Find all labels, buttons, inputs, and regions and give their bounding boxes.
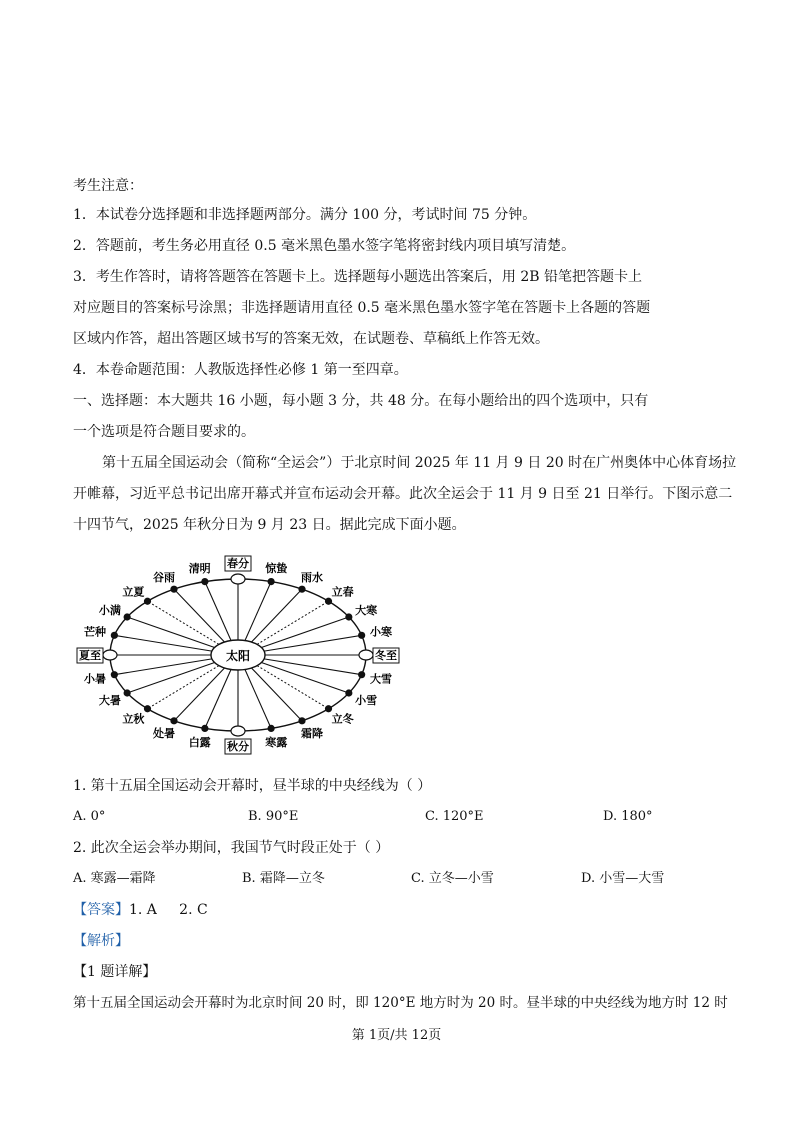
detail-label: 【1 题详解】 xyxy=(73,964,157,980)
solar-term-label: 夏至 xyxy=(79,649,101,662)
earth-position-dot xyxy=(124,613,131,620)
spoke-line xyxy=(174,589,225,642)
solar-term-label: 小暑 xyxy=(84,672,107,686)
section-heading-cont: 一个选项是符合题目要求的。 xyxy=(73,424,255,440)
passage-line: 第十五届全国运动会（简称“全运会”）于北京时间 2025 年 11 月 9 日 20 时在广州奥体中心体育场拉 xyxy=(102,455,737,471)
earth-position-dot xyxy=(144,598,151,605)
earth-position-dot xyxy=(268,725,275,732)
answer-label: 【答案】 xyxy=(73,902,129,918)
solar-term-label: 清明 xyxy=(188,562,211,576)
spoke-line xyxy=(264,659,362,675)
spoke-line xyxy=(114,635,212,651)
solar-term-label: 立秋 xyxy=(122,712,145,726)
spoke-line xyxy=(245,582,271,641)
earth-position-dot xyxy=(124,689,131,696)
solar-term-label: 寒露 xyxy=(265,735,288,749)
solar-term-label: 小满 xyxy=(98,604,121,617)
spoke-line xyxy=(205,582,231,641)
analysis-label: 【解析】 xyxy=(73,933,129,949)
notice-item: 对应题目的答案标号涂黑；非选择题请用直径 0.5 毫米黑色墨水签字笔在答题卡上各题的答题 xyxy=(73,300,651,316)
question-2-option-c: C. 立冬—小雪 xyxy=(411,871,494,886)
solar-term-label: 大雪 xyxy=(369,672,392,686)
solar-term-label: 大暑 xyxy=(98,694,121,707)
sun-label: 太阳 xyxy=(225,649,251,663)
solar-term-label: 小寒 xyxy=(369,625,392,639)
spoke-line xyxy=(257,666,328,709)
answer-text: 1. A 2. C xyxy=(129,902,208,918)
earth-position-dot xyxy=(359,650,373,660)
passage-line: 十四节气，2025 年秋分日为 9 月 23 日。据此完成下面小题。 xyxy=(73,517,466,533)
detail-text: 第十五届全国运动会开幕时为北京时间 20 时，即 120°E 地方时为 20 时。昼半球的中央经线为地方时 12 时 xyxy=(73,995,728,1011)
solar-terms-diagram xyxy=(70,550,420,760)
question-2-option-b: B. 霜降—立冬 xyxy=(242,871,325,886)
earth-position-dot xyxy=(201,725,208,732)
question-1-option-c: C. 120°E xyxy=(425,809,484,824)
earth-position-dot xyxy=(298,717,305,724)
spoke-line xyxy=(147,601,218,644)
earth-position-dot xyxy=(170,586,177,593)
answer-line xyxy=(73,900,208,920)
spoke-line xyxy=(264,635,362,651)
earth-position-dot xyxy=(111,671,118,678)
passage-line: 开帷幕，习近平总书记出席开幕式并宣布运动会开幕。此次全运会于 11 月 9 日至 21 日举行。下图示意二 xyxy=(73,486,733,502)
earth-position-dot xyxy=(201,578,208,585)
spoke-line xyxy=(257,601,328,644)
spoke-line xyxy=(127,617,214,648)
spoke-line xyxy=(114,659,212,675)
spoke-line xyxy=(174,668,225,721)
notice-item: 3．考生作答时，请将答题答在答题卡上。选择题每小题选出答案后，用 2B 铅笔把答题卡上 xyxy=(73,269,643,285)
question-2-option-d: D. 小雪—大雪 xyxy=(581,871,665,886)
earth-position-dot xyxy=(358,671,365,678)
spoke-line xyxy=(252,668,303,721)
solar-term-label: 大寒 xyxy=(355,604,378,617)
solar-term-label: 立春 xyxy=(331,585,354,599)
section-heading: 一、选择题：本大题共 16 小题，每小题 3 分，共 48 分。在每小题给出的四个选项中，只有 xyxy=(73,393,649,409)
earth-position-dot xyxy=(358,632,365,639)
earth-position-dot xyxy=(170,717,177,724)
solar-term-label: 白露 xyxy=(188,735,211,749)
notice-item: 区域内作答，超出答题区域书写的答案无效，在试题卷、草稿纸上作答无效。 xyxy=(73,331,549,347)
question-1-option-b: B. 90°E xyxy=(248,809,299,824)
solar-term-label: 立冬 xyxy=(331,712,354,726)
earth-position-dot xyxy=(111,632,118,639)
spoke-line xyxy=(245,669,271,728)
solar-term-label: 立夏 xyxy=(122,585,145,599)
earth-position-dot xyxy=(325,598,332,605)
solar-term-label: 霜降 xyxy=(301,726,323,740)
solar-term-label: 春分 xyxy=(227,557,249,570)
question-1-option-a: A. 0° xyxy=(73,809,106,824)
spoke-line xyxy=(261,663,348,694)
question-1-stem: 1. 第十五届全国运动会开幕时，昼半球的中央经线为（ ） xyxy=(73,778,432,794)
solar-term-label: 秋分 xyxy=(227,740,249,753)
solar-term-label: 小雪 xyxy=(355,694,378,707)
earth-position-dot xyxy=(144,705,151,712)
earth-position-dot xyxy=(231,574,245,584)
spoke-line xyxy=(261,617,348,648)
earth-position-dot xyxy=(268,578,275,585)
solar-term-label: 雨水 xyxy=(301,571,323,585)
solar-term-label: 惊蛰 xyxy=(265,562,288,576)
earth-position-dot xyxy=(345,613,352,620)
spoke-line xyxy=(147,666,218,709)
spoke-line xyxy=(127,663,214,694)
earth-position-dot xyxy=(345,689,352,696)
spoke-line xyxy=(252,589,303,642)
solar-term-label: 谷雨 xyxy=(153,571,175,585)
question-1-option-d: D. 180° xyxy=(603,809,653,824)
spoke-line xyxy=(205,669,231,728)
question-2-option-a: A. 寒露—霜降 xyxy=(73,871,156,886)
page-footer: 第 1页/共 12页 xyxy=(351,1028,442,1043)
solar-term-label: 芒种 xyxy=(84,625,107,639)
earth-position-dot xyxy=(231,726,245,736)
notice-title: 考生注意： xyxy=(73,178,143,194)
solar-term-label: 处暑 xyxy=(153,726,175,740)
notice-item: 1．本试卷分选择题和非选择题两部分。满分 100 分，考试时间 75 分钟。 xyxy=(73,207,537,223)
question-2-stem: 2. 此次全运会举办期间，我国节气时段正处于（ ） xyxy=(73,840,390,856)
earth-position-dot xyxy=(103,650,117,660)
notice-item: 4．本卷命题范围：人教版选择性必修 1 第一至四章。 xyxy=(73,362,408,378)
solar-term-label: 冬至 xyxy=(375,649,397,662)
earth-position-dot xyxy=(298,586,305,593)
notice-item: 2．答题前，考生务必用直径 0.5 毫米黑色墨水签字笔将密封线内项目填写清楚。 xyxy=(73,238,576,254)
earth-position-dot xyxy=(325,705,332,712)
